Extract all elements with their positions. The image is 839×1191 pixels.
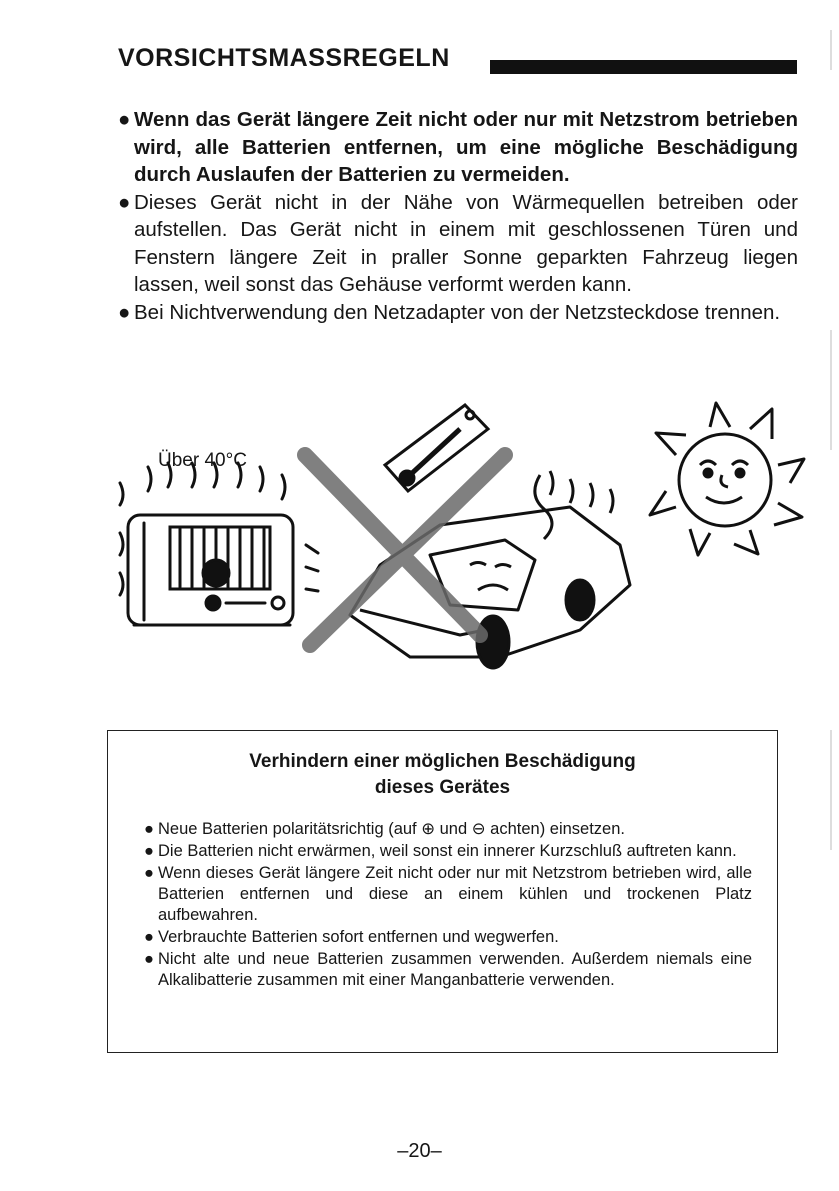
sun-icon: [650, 403, 804, 555]
temperature-label: Über 40°C: [158, 450, 247, 471]
notice-title: [108, 749, 777, 801]
page-number: –20–: [397, 1140, 442, 1162]
notice-title-line: Verhindern einer möglichen Beschädigung: [249, 751, 636, 772]
notice-box: [107, 730, 778, 1053]
bullet-icon: ●: [144, 864, 154, 882]
precaution-text: Bei Nichtverwendung den Netzadapter von der Netzsteckdose trennen.: [134, 300, 781, 324]
notice-text: Die Batterien nicht erwärmen, weil sonst ein innerer Kurzschluß auftreten kann.: [158, 842, 737, 860]
precaution-item: [118, 106, 798, 189]
bullet-icon: ●: [144, 842, 154, 860]
bullet-icon: ●: [144, 820, 154, 838]
radio-heater-icon: [120, 463, 318, 625]
bullet-icon: ●: [118, 300, 131, 324]
section-heading: [118, 44, 798, 80]
precaution-item: [118, 299, 798, 327]
notice-title-line: dieses Gerätes: [374, 777, 511, 798]
page-title: VORSICHTSMASSREGELN: [118, 44, 450, 72]
notice-item: [144, 819, 752, 840]
scan-edge-marks: [828, 30, 834, 1130]
heat-warning-illustration: [110, 395, 810, 685]
bullet-icon: ●: [118, 190, 131, 214]
notice-text: Neue Batterien polaritätsrichtig (auf ⊕ und ⊖ achten) einsetzen.: [158, 820, 625, 838]
notice-text: Wenn dieses Gerät längere Zeit nicht oder nur mit Netzstrom betrieben wird, alle Batterien entfernen und diese an einem kühlen und trockenen Platz aufbewahren.: [158, 864, 752, 924]
precaution-list: [118, 106, 798, 326]
notice-item: [144, 927, 752, 948]
notice-list: [144, 819, 752, 991]
heading-bar: [490, 60, 797, 74]
notice-item: [144, 949, 752, 991]
precaution-text: Wenn das Gerät längere Zeit nicht oder nur mit Netzstrom betrieben wird, alle Batterien entfernen, um eine mögliche Beschädigung durch Auslaufen der Batterien zu vermeiden.: [134, 108, 798, 186]
notice-item: [144, 841, 752, 862]
precaution-item: [118, 189, 798, 299]
notice-text: Verbrauchte Batterien sofort entfernen und wegwerfen.: [158, 928, 559, 946]
precaution-text: Dieses Gerät nicht in der Nähe von Wärmequellen betreiben oder aufstellen. Das Gerät nicht in einem mit geschlossenen Türen und Fenstern längere Zeit in praller Sonne geparkten Fahrzeug liegen lassen, weil sonst das Gehäuse verformt werden kann.: [134, 190, 798, 296]
bullet-icon: ●: [144, 950, 154, 968]
bullet-icon: ●: [118, 108, 131, 131]
bullet-icon: ●: [144, 928, 154, 946]
notice-item: [144, 863, 752, 926]
notice-text: Nicht alte und neue Batterien zusammen verwenden. Außerdem niemals eine Alkalibatterie zusammen mit einer Manganbatterie verwenden.: [158, 950, 752, 989]
